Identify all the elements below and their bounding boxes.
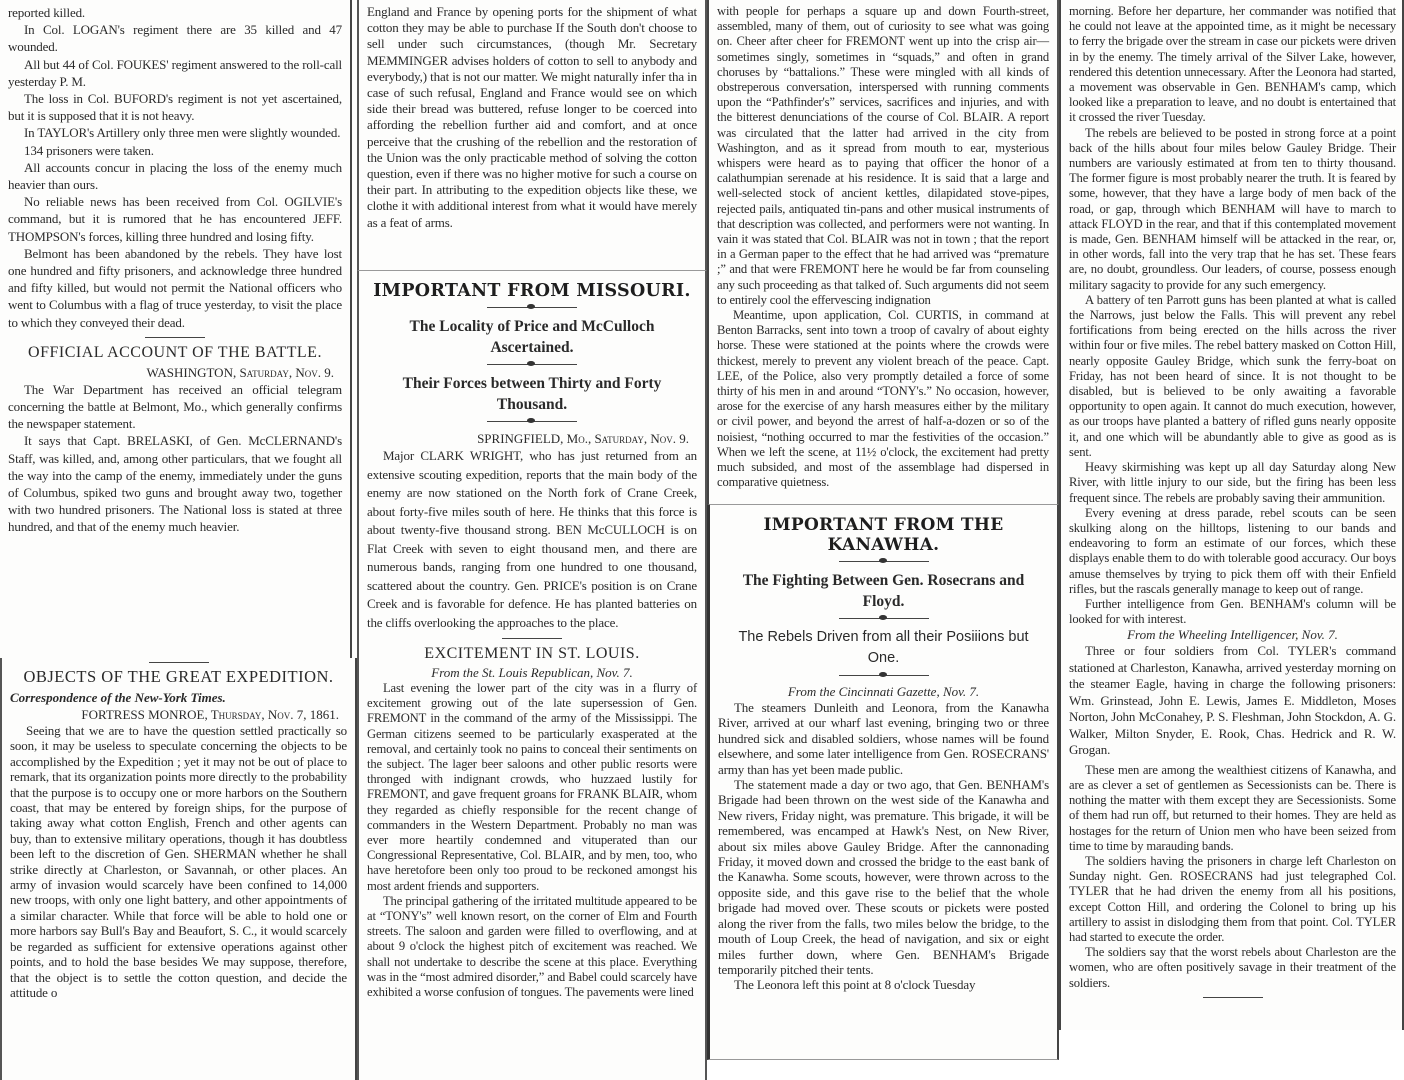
paragraph: All but 44 of Col. FOUKES' regiment answered to the roll-call yesterday P. M.	[8, 56, 342, 89]
paragraph: No reliable news has been received from Col. OGILVIE's command, but it is rumored that he has encountered JEFF. THOMPSON's forces, killing three hundred and losing fifty.	[8, 194, 342, 244]
paragraph: England and France by opening ports for the shipment of what cotton they may be able to purchase If the South don't choose to sell under such circumstances, (though Mr. Secretary MEMMINGER advises holders of cotton to sell to anybody and everybody,) that is not our matter. We might naturally infer tha in case of such refusal, England and France would see on which side their bread was buttered, refuse longer to be coerced into affording the rebellion further aid and comfort, and at once perceive that the crushing of the rebellion and the restoration of the Union was the only practicable method of solving the cotton question, even if there was no higher motive for such a course on their part. In attributing to the expedition objects like these, we clothe it with additional interest from what it would have merely as a feat of arms.	[367, 4, 697, 230]
dateline: SPRINGFIELD, Mo., Saturday, Nov. 9.	[477, 431, 689, 446]
headline-important-from-kanawha: IMPORTANT FROM THE KANAWHA.	[763, 515, 1004, 555]
paragraph: The War Department has received an official telegram concerning the battle at Belmont, Mo., which generally confirms the newspaper statement.	[8, 381, 342, 432]
column-1	[0, 0, 357, 1080]
ornament-divider	[487, 364, 577, 367]
divider-rule	[145, 337, 205, 338]
paragraph: morning. Before her departure, her commander was notified that he could not leave at the appointed time, as it might be necessary to ferry the brigade over the stream in case our pickets were driven in by the enemy. The timely arrival of the Silver Lake, however, rendered this detention unnecessary. After the Leonora had started, a movement was observable in Gen. BENHAM's camp, which looked like a preparation to leave, and no doubt is entertained that it crossed the river Tuesday.	[1069, 4, 1396, 125]
paragraph: Belmont has been abandoned by the rebels. They have lost one hundred and fifty prisoners, and acknowledge three hundred and fifty killed, but would not permit the National officers who went to Columbus with a flag of truce yesterday, to visit the place to which they conveyed their dead.	[8, 245, 342, 330]
paragraph: Seeing that we are to have the question settled practically so soon, it may be useless to speculate concerning the objects to be accomplished by the Expedition ; yet it may not be out of place to remark, that its organization points more directly to the probability that the purpose is to occupy one or more harbors on the Southern coast, that may be entered by foreign ships, for the purpose of taking away what cotton English, French and other agents can buy, than to extensive military operations, though it has doubtless been left to the discretion of Gen. SHERMAN whether he shall strike directly at Charleston, or Savannah, or other places. An army of invasion would scarcely have been confined to 14,000 new troops, with only one light battery, and other appointments of a similar character. While that force will be able to hold one or more harbors say Bull's Bay and Beaufort, S. C., it would scarcely be regarded as sufficient for extensive operations against other points, and to hold the base besides We may suppose, therefore, that the object is to settle the cotton question, and decide the attitude o	[10, 723, 347, 1000]
paragraph: Further intelligence from Gen. BENHAM's column will be looked for with interest.	[1069, 596, 1396, 627]
ornament-divider	[839, 561, 929, 564]
paragraph: The loss in Col. BUFORD's regiment is not yet ascertained, but it is supposed that it is not heavy.	[8, 91, 342, 124]
credit-line: Correspondence of the New-York Times.	[10, 690, 226, 705]
credit-line: From the Wheeling Intelligencer, Nov. 7.	[1127, 627, 1338, 643]
paragraph: Heavy skirmishing was kept up all day Saturday along New River, with little injury to our side, but the firing has been less frequent since. The rebels are probably saving their ammunition.	[1069, 460, 1396, 505]
clip-st-louis-continued	[707, 0, 1059, 506]
divider-rule	[502, 638, 562, 639]
dateline: FORTRESS MONROE, Thursday, Nov. 7, 1861.	[81, 707, 339, 722]
paragraph: The principal gathering of the irritated multitude appeared to be at “TONY's” well known resort, on the corner of Elm and Fourth streets. The saloon and garden were filled to overflowing, and at about 9 o'clock the highest pitch of excitement was reached. We shall not undertake to describe the scene at this place. Everything was in the “most admired disorder,” and Babel could scarcely have exhibited a worse confusion of tongues. The pavements were lined	[367, 893, 697, 1000]
paragraph: The Leonora left this point at 8 o'clock Tuesday	[734, 977, 976, 993]
paragraph: reported killed.	[8, 5, 86, 20]
paragraph: In TAYLOR's Artillery only three men were slightly wounded.	[24, 125, 341, 141]
clip-expedition-continued	[357, 0, 707, 272]
clip-kanawha-continued	[1059, 0, 1404, 1030]
column-4	[1059, 0, 1404, 1030]
paragraph: It says that Capt. BRELASKI, of Gen. McCLERNAND's Staff, was killed, and, among other particulars, that we fought all the way into the camp of the enemy, immediately under the guns of Columbus, spiked two guns and brought away two, together with two hundred prisoners. The National loss is stated at three hundred, and that of the enemy much heavier.	[8, 433, 342, 535]
credit-line: From the Cincinnati Gazette, Nov. 7.	[787, 684, 980, 699]
paragraph: A battery of ten Parrott guns has been planted at what is called the Narrows, just below the Falls. This will prevent any rebel fortifications from being erected on the hills across the river within four or five miles. The rebel battery masked on Cotton Hill, nearly opposite Gauley Bridge, which sunk the ferry-boat on Friday, has not been heard of since. It is not thought to be disabled, but is believed to be only awaiting a favorable opportunity to open again. It cannot do much execution, however, as our troops have planted a battery of rifled guns nearly opposite it, and one which will be abundantly able to give as good as is sent.	[1069, 292, 1396, 459]
ornament-divider	[839, 675, 929, 678]
deck-rebels-driven: The Rebels Driven from all their Posiiions but One.	[738, 629, 1029, 666]
clip-important-from-kanawha	[707, 504, 1059, 1060]
clip-great-expedition	[0, 658, 357, 1080]
paragraph: Every evening at dress parade, rebel scouts can be seen skulking along on the hilltops, listening to our bands and endeavoring to form an estimate of our forces, which these displays enable them to do with tolerable good accuracy. Our boys amuse themselves by trying to pick them off with their Enfield rifles, but the rascals generally manage to keep out of range.	[1069, 505, 1396, 596]
headline-great-expedition: OBJECTS OF THE GREAT EXPEDITION.	[23, 667, 334, 686]
paragraph: The statement made a day or two ago, that Gen. BENHAM's Brigade had been thrown on the west side of the Kanawha and New rivers, Friday night, was premature. This brigade, it will be remembered, was encamped at Hawk's Nest, on New River, about six miles above Gauley Bridge. After the cannonading Friday, it moved down and crossed the bridge to the east bank of the Kanawha. Some scouts, however, were thrown across to the opposite side, and this gave rise to the belief that the whole brigade had moved over. These scouts or pickets were posted along the river from the falls, two miles below the bridge, to the mouth of Loup Creek, the head of navigation, and six or eight miles further down, where Gen. BENHAM's Brigade temporarily pitched their tents.	[718, 777, 1049, 977]
paragraph: The rebels are believed to be posted in strong force at a point back of the hills about four miles below Gauley Bridge. Their numbers are variously estimated at from ten to thirty thousand. The former figure is most probably nearer the truth. It is feared by some, however, that they have a large body of men back of the road, or gap, through which BENHAM will have to march to attack FLOYD in the rear, and that if this contemplated movement is made, Gen. BENHAM himself will be attacked in the rear, or, in other words, fall into the very trap that he has set. These fears are, no doubt, groundless. Our leaders, of course, possess enough military sagacity to provide for any such emergency.	[1069, 125, 1396, 292]
divider-rule	[149, 662, 209, 663]
ornament-divider	[487, 421, 577, 424]
paragraph: with people for perhaps a square up and down Fourth-street, assembled, many of them, out of curiosity to see what was going on. Cheer after cheer for FREMONT went up into the crisp air—sometimes singly, sometimes in “squads,” and often in grand choruses by “battalions.” These were mingled with all kinds of obstreperous conversation, interspersed with running comments upon the “Pathfinder's” services, sacrifices and injuries, and with the bitterest denunciations of the course of Col. BLAIR. A report was circulated that the latter had arrived in the city from Washington, and as it spread from mouth to ear, mysterious whispers were heard as to paying that officer the honor of a calathumpian serenade at his residence. It is said that a large and well-selected stock of ancient kettles, dilapidated stove-pipes, rejected pails, antiquated tin-pans and other musical instruments of that description was collected, and performers were not wanting. In vain it was stated that Col. BLAIR was not in town ; that the report in a German paper to the effect that he had arrived was “premature ;” and that were FREMONT here he would be far from counseling any such proceeding as that talked of. Such arguments did not seem to entirely cool the effervescing indignation	[717, 4, 1049, 307]
paragraph: The soldiers having the prisoners in charge left Charleston on Sunday night. Gen. ROSECRANS had just telegraphed Col. TYLER that he had driven the enemy from all his positions, except Cotton Hill, and ordering the Colonel to bring up his artillery to assist in dislodging them from that point. Col. TYLER had started to execute the order.	[1069, 854, 1396, 945]
paragraph: In Col. LOGAN's regiment there are 35 killed and 47 wounded.	[8, 22, 342, 55]
dateline: WASHINGTON, Saturday, Nov. 9.	[146, 364, 334, 380]
headline-important-from-missouri: IMPORTANT FROM MISSOURI.	[373, 281, 691, 301]
divider-rule	[1203, 997, 1263, 998]
paragraph: Major CLARK WRIGHT, who has just returned from an extensive scouting expedition, reports that the main body of the enemy are now stationed on the North fork of Crane Creek, about forty-five miles south of here. He thinks that this force is about twenty-five thousand strong. BEN McCULLOCH is on Flat Creek with seven to eight thousand men, and there are numerous bands, ranging from one hundred to one thousand, scattered about the country. Gen. PRICE's position is on Crane Creek and is favorable for defence. He has planted batteries on the cliffs overlooking the approaches to the place.	[367, 448, 697, 630]
headline-excitement-st-louis: EXCITEMENT IN ST. LOUIS.	[424, 645, 640, 662]
paragraph: Meantime, upon application, Col. CURTIS, in command at Benton Barracks, sent into town a troop of cavalry of about eighty horse. These were stationed at the points where the crowds were thickest, merely to prevent any violent breach of the peace. Capt. LEE, of the Police, also very promptly detailed a force of some thirty of his men in and around “TONY's.” No occasion, however, arose for the exercise of any harsh measures either by the military or civil power, and beyond the arrest of half-a-dozen or so of the noisiest, “nothing occurred to mar the festivities of the occasion.” When we left the scene, at 11½ o'clock, the excitement had pretty much subsided, and most of the assemblage had dispersed in comparative quietness.	[717, 308, 1049, 490]
paragraph: Last evening the lower part of the city was in a flurry of excitement growing out of the late supersession of Gen. FREMONT in the command of the army of the Mississippi. The German citizens seemed to be particularly exasperated at the removal, and certainly took no pains to conceal their sentiments on the subject. The lager beer saloons and other public resorts were thronged with indignant crowds, who huzzaed lustily for FREMONT, and gave frequent groans for FRANK BLAIR, whom they regarded as chiefly responsible for the recent change of commanders in the Western Department. Probably no man was ever more heartily condemned and vituperated than our Congressional Representative, Col. BLAIR, and by men, too, who have heretofore been only too proud to be reckoned amongst his most ardent friends and supporters.	[367, 681, 697, 893]
paragraph: All accounts concur in placing the loss of the enemy much heavier than ours.	[8, 159, 342, 193]
paragraph: Three or four soldiers from Col. TYLER's command stationed at Charleston, Kanawha, arrived yesterday morning on the steamer Eagle, having in charge the following prisoners: Wm. Grinstead, John E. Lewis, James E. Middleton, Moses Norton, John McConahey, P. S. Fleshman, John Stockdon, A. G. Walker, Milton Snyder, E. Rook, Chas. Hedrick and R. W. Grogan.	[1069, 643, 1396, 758]
ornament-divider	[487, 307, 577, 310]
credit-line: From the St. Louis Republican, Nov. 7.	[431, 665, 633, 680]
paragraph: The soldiers say that the worst rebels about Charleston are the women, who are often positively savage in their treatment of the soldiers.	[1069, 945, 1396, 990]
headline-official-account: OFFICIAL ACCOUNT OF THE BATTLE.	[28, 343, 322, 361]
paragraph: These men are among the wealthiest citizens of Kanawha, and are as clever a set of gentlemen as Secessionists can be. There is nothing the matter with them except they are Secessionists. Some of them had run off, but returned to their homes. They are held as hostages for the return of Union men who have been seized from time to time by marauding bands.	[1069, 762, 1396, 853]
deck-locality-of-price: The Locality of Price and McCulloch Ascertained.	[409, 318, 655, 356]
ornament-divider	[839, 618, 929, 621]
clip-belmont-casualties	[0, 0, 352, 658]
column-2	[357, 0, 707, 1080]
clip-important-from-missouri	[357, 270, 707, 1080]
column-3	[707, 0, 1059, 1060]
deck-forces-thirty-forty-thousand: Their Forces between Thirty and Forty Thousand.	[402, 375, 662, 413]
paragraph: The steamers Dunleith and Leonora, from the Kanawha River, arrived at our wharf last evening, bringing two or three hundred sick and disabled soldiers, whose names will be found elsewhere, and some later intelligence from Gen. ROSECRANS' army than has yet been made public.	[718, 700, 1049, 777]
deck-fighting-rosecrans-floyd: The Fighting Between Gen. Rosecrans and Floyd.	[742, 572, 1025, 610]
paragraph: 134 prisoners were taken.	[24, 142, 154, 158]
